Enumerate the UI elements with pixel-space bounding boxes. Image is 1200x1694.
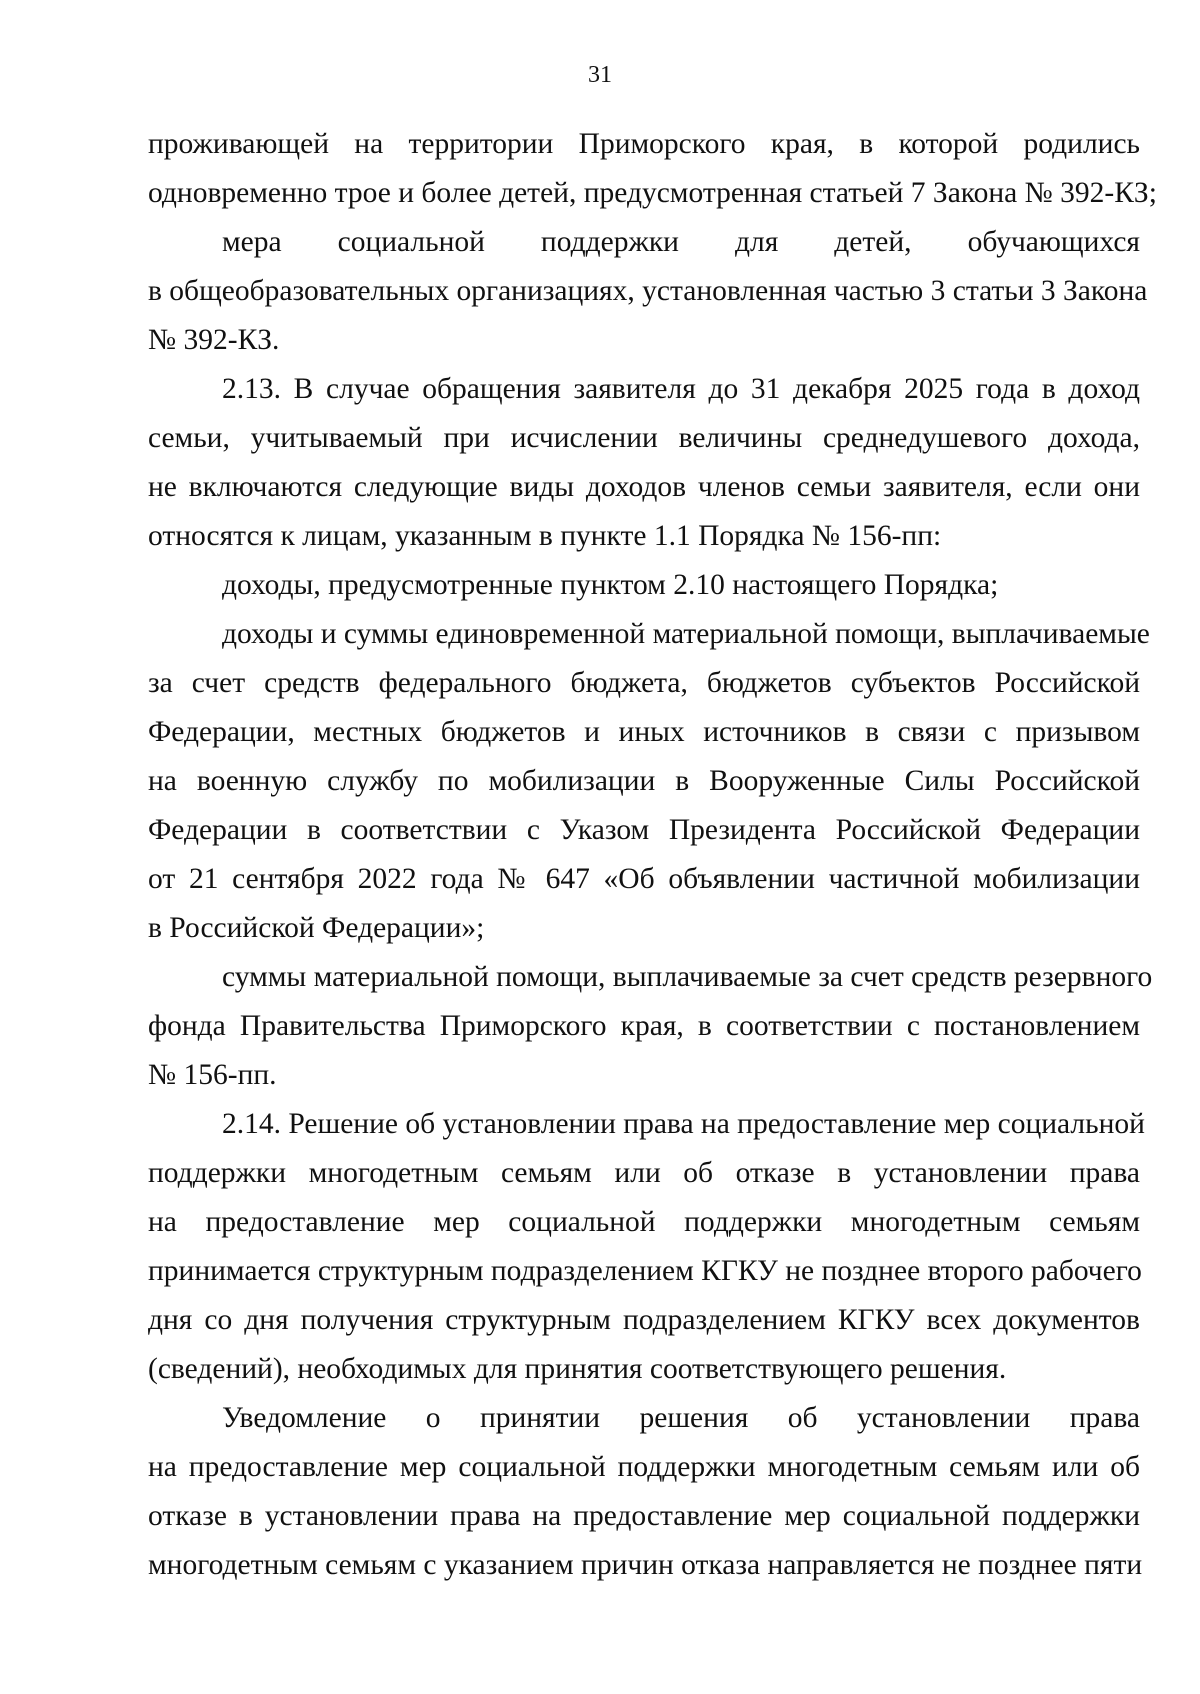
text-line: Федерации, местных бюджетов и иных источников в связи с призывом: [148, 716, 1140, 748]
text-line: не включаются следующие виды доходов членов семьи заявителя, если они: [148, 471, 1140, 503]
text-line: за счет средств федерального бюджета, бюджетов субъектов Российской: [148, 667, 1140, 699]
text-line: в Российской Федерации»;: [148, 912, 485, 944]
text-line: (сведений), необходимых для принятия соответствующего решения.: [148, 1353, 1007, 1385]
text-line: в общеобразовательных организациях, установленная частью 3 статьи 3 Закона: [148, 275, 1148, 307]
text-line: 2.13. В случае обращения заявителя до 31 декабря 2025 года в доход: [222, 373, 1140, 405]
document-body: [148, 120, 1157, 1590]
text-line: многодетным семьям с указанием причин отказа направляется не позднее пяти: [148, 1549, 1143, 1581]
text-line: мера социальной поддержки для детей, обучающихся: [222, 226, 1140, 258]
text-line: № 392-КЗ.: [148, 324, 280, 356]
text-line: поддержки многодетным семьям или об отказе в установлении права: [148, 1157, 1140, 1189]
text-line: на предоставление мер социальной поддержки многодетным семьям: [148, 1206, 1140, 1238]
text-line: суммы материальной помощи, выплачиваемые за счет средств резервного: [222, 961, 1153, 993]
text-line: фонда Правительства Приморского края, в соответствии с постановлением: [148, 1010, 1140, 1042]
text-line: семьи, учитываемый при исчислении величины среднедушевого дохода,: [148, 422, 1140, 454]
text-line: Уведомление о принятии решения об установлении права: [222, 1402, 1140, 1434]
text-line: одновременно трое и более детей, предусмотренная статьей 7 Закона № 392-КЗ;: [148, 177, 1157, 209]
text-line: доходы и суммы единовременной материальной помощи, выплачиваемые: [222, 618, 1150, 650]
text-line: дня со дня получения структурным подразделением КГКУ всех документов: [148, 1304, 1140, 1336]
text-line: принимается структурным подразделением КГКУ не позднее второго рабочего: [148, 1255, 1142, 1287]
text-line: относятся к лицам, указанным в пункте 1.1 Порядка № 156-пп:: [148, 520, 942, 552]
text-line: на военную службу по мобилизации в Вооруженные Силы Российской: [148, 765, 1140, 797]
page-number: 31: [588, 62, 612, 88]
text-line: проживающей на территории Приморского края, в которой родились: [148, 128, 1140, 160]
text-line: от 21 сентября 2022 года № 647 «Об объявлении частичной мобилизации: [148, 863, 1140, 895]
text-line: доходы, предусмотренные пунктом 2.10 настоящего Порядка;: [222, 569, 999, 601]
text-line: 2.14. Решение об установлении права на предоставление мер социальной: [222, 1108, 1145, 1140]
text-line: отказе в установлении права на предоставление мер социальной поддержки: [148, 1500, 1140, 1532]
text-line: № 156-пп.: [148, 1059, 277, 1091]
text-line: на предоставление мер социальной поддержки многодетным семьям или об: [148, 1451, 1140, 1483]
text-line: Федерации в соответствии с Указом Президента Российской Федерации: [148, 814, 1140, 846]
